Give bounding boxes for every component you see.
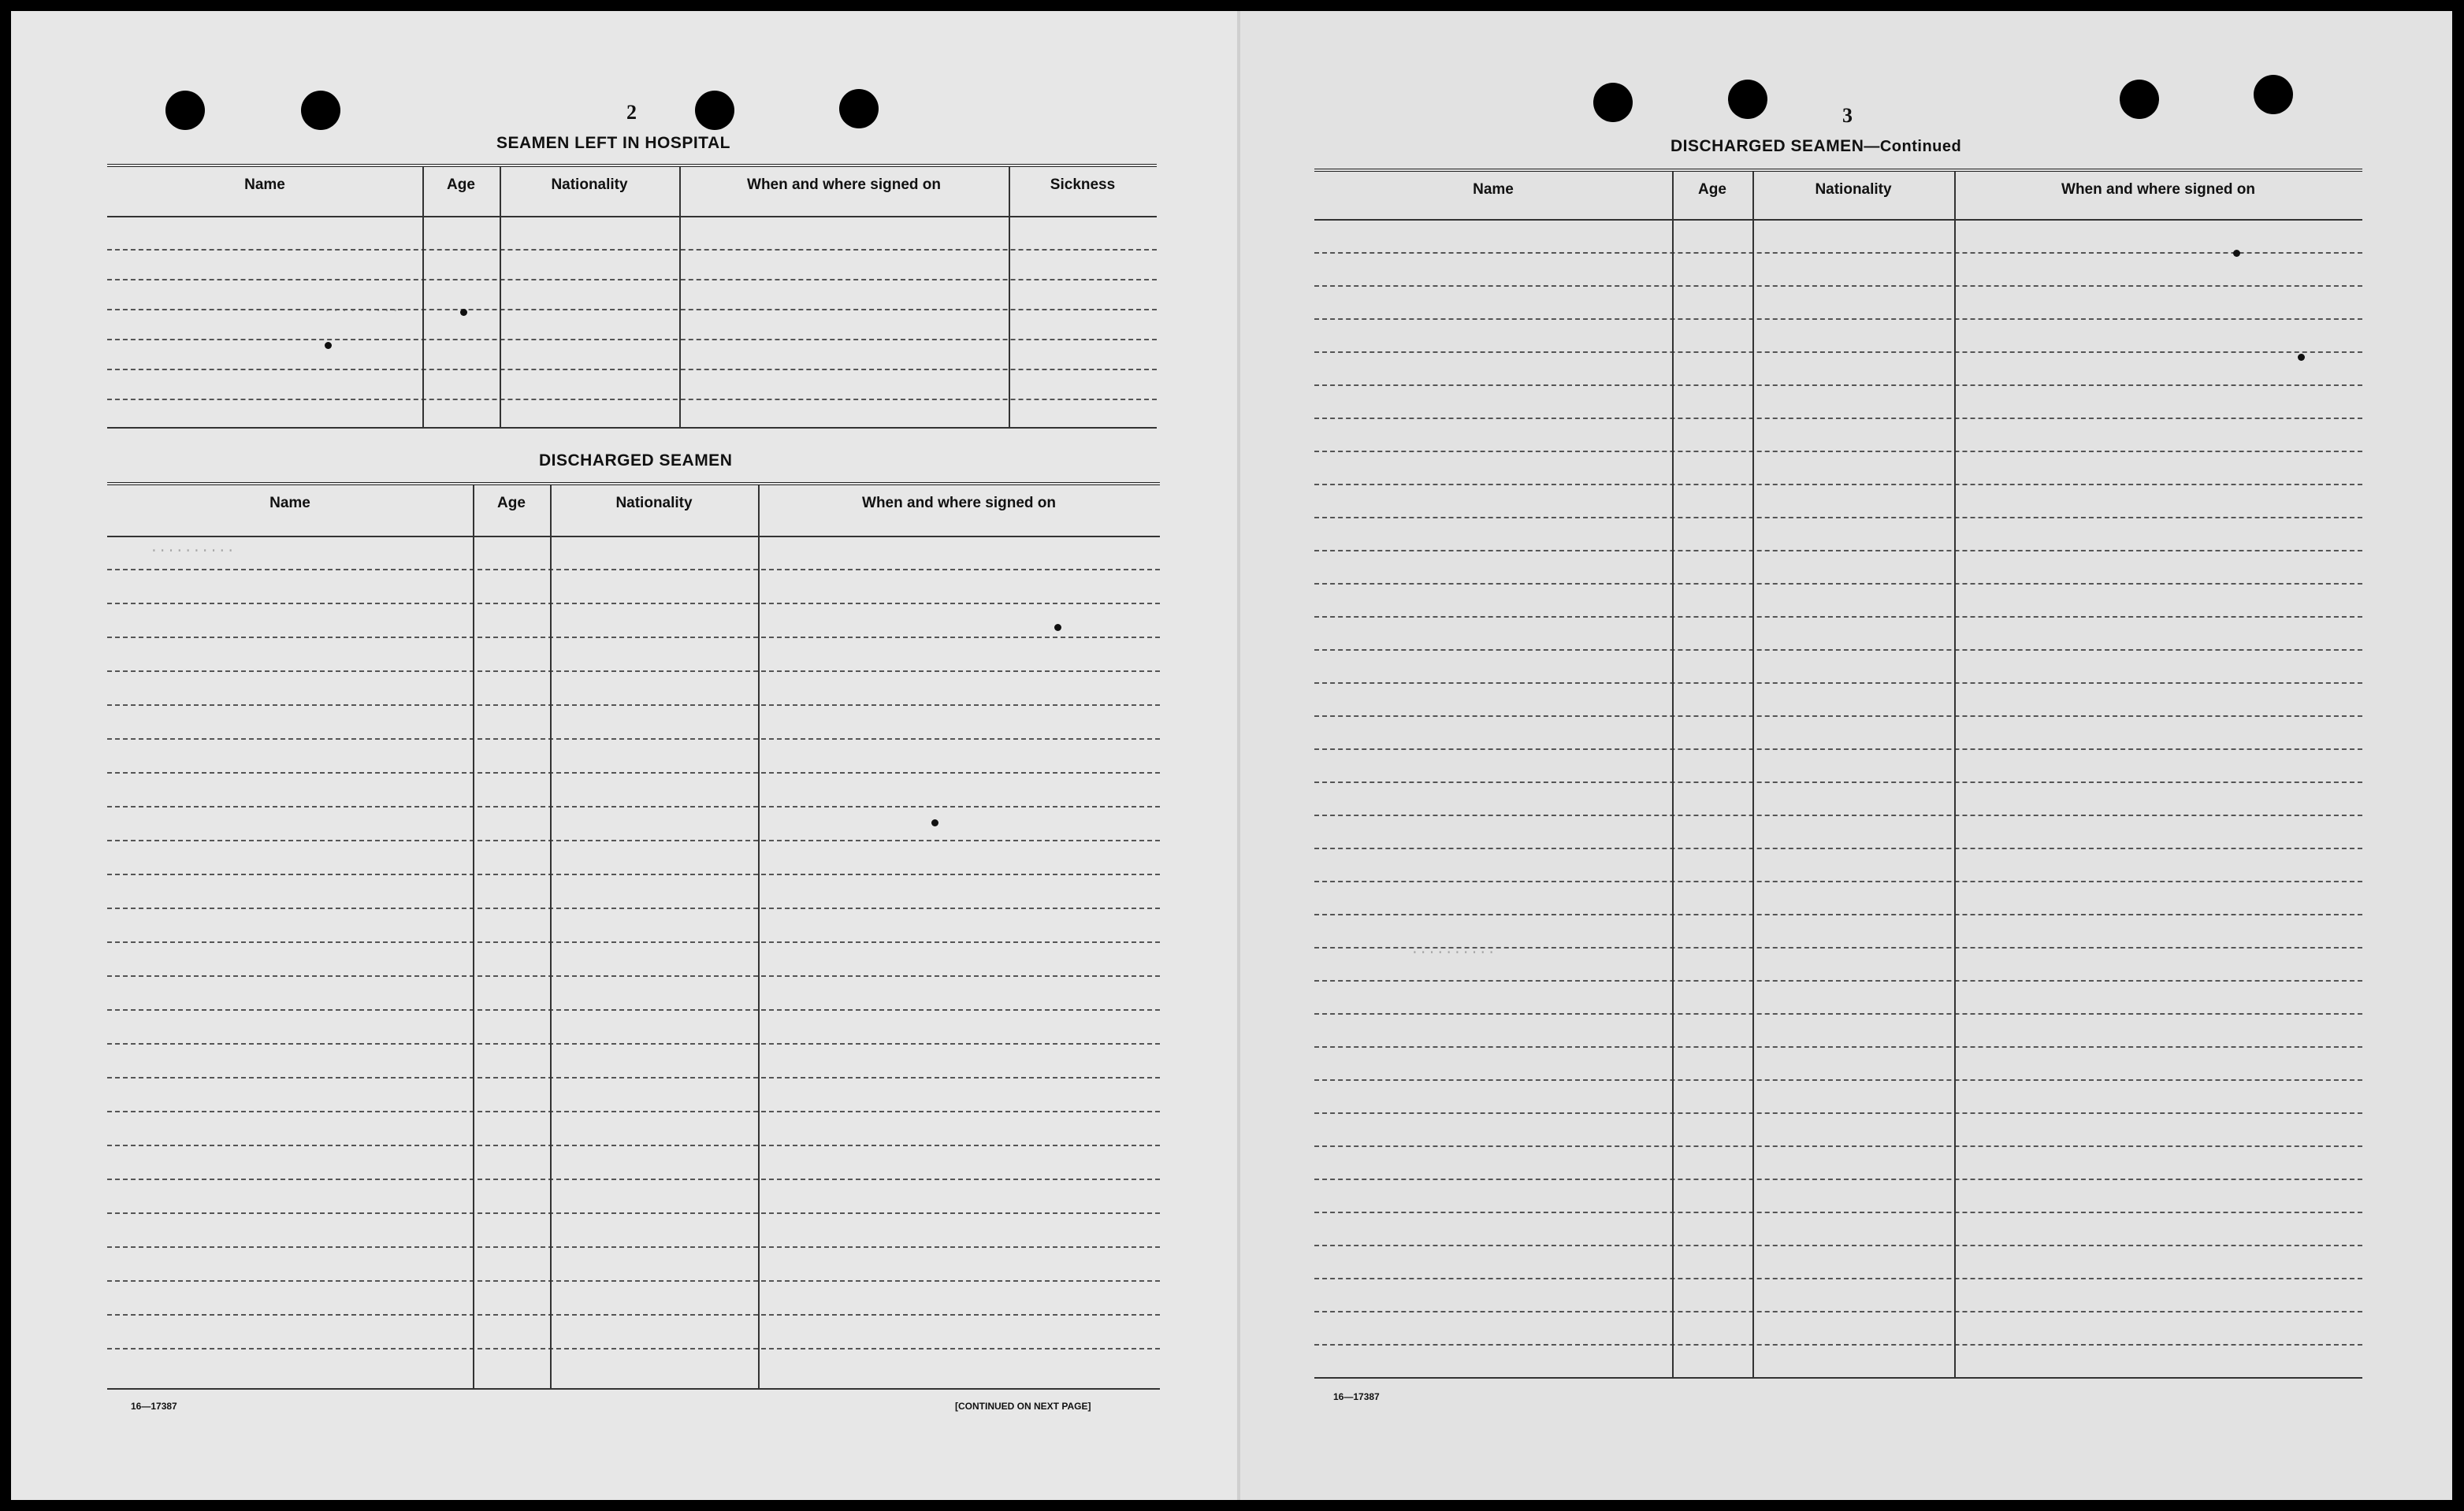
bleed-through-marks: ··········: [150, 544, 236, 559]
page-number: 3: [1842, 104, 1853, 127]
page-number: 2: [626, 101, 637, 124]
col-age-header: Age: [447, 176, 475, 193]
ink-mark: [2298, 354, 2305, 361]
ink-mark: [2233, 250, 2240, 257]
punch-hole: [695, 91, 734, 130]
punch-hole: [2120, 80, 2159, 119]
form-number: 16—17387: [131, 1401, 177, 1412]
punch-hole: [1728, 80, 1767, 119]
col-age-header: Age: [497, 495, 526, 511]
col-age-header: Age: [1698, 181, 1726, 198]
bleed-through-marks: ·········: [323, 303, 400, 319]
punch-hole: [1593, 83, 1633, 122]
punch-hole: [165, 91, 205, 130]
col-name-header: Name: [1473, 181, 1514, 198]
title-suffix: —Continued: [1864, 138, 1962, 155]
col-nationality-header: Nationality: [1815, 181, 1892, 198]
col-signed-on-header: When and where signed on: [862, 495, 1056, 511]
punch-hole: [301, 91, 340, 130]
discharged-continued-table: [1314, 169, 2362, 1390]
col-nationality-header: Nationality: [615, 495, 693, 511]
title-main: DISCHARGED SEAMEN: [1671, 137, 1864, 155]
discharged-table: [107, 482, 1160, 1392]
hospital-section-title: SEAMEN LEFT IN HOSPITAL: [496, 134, 730, 152]
bleed-through-marks: ··········: [1410, 945, 1496, 961]
discharged-section-title: DISCHARGED SEAMEN: [539, 451, 733, 470]
col-name-header: Name: [244, 176, 285, 193]
ink-mark: [460, 309, 467, 316]
discharged-continued-title: [1671, 137, 1961, 156]
ink-mark: [931, 819, 938, 826]
hospital-table: [107, 164, 1157, 430]
col-signed-on-header: When and where signed on: [2061, 181, 2255, 198]
punch-hole: [2254, 75, 2293, 114]
ink-mark: [1054, 624, 1061, 631]
col-sickness-header: Sickness: [1050, 176, 1116, 193]
col-nationality-header: Nationality: [551, 176, 628, 193]
form-number: 16—17387: [1333, 1391, 1380, 1402]
ink-mark: [325, 342, 332, 349]
continued-note: [CONTINUED ON NEXT PAGE]: [955, 1401, 1091, 1412]
col-name-header: Name: [269, 495, 310, 511]
punch-hole: [839, 89, 879, 128]
page-fold: [1237, 11, 1240, 1500]
col-signed-on-header: When and where signed on: [747, 176, 941, 193]
